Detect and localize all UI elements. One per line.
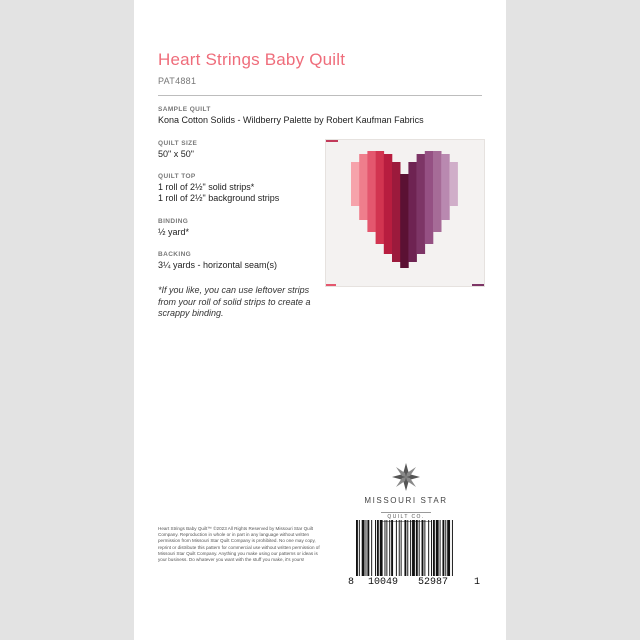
heart-strip xyxy=(367,151,376,232)
barcode-bar xyxy=(399,520,400,576)
heart-strip xyxy=(376,151,385,244)
heart-strip xyxy=(400,174,409,268)
barcode-bar xyxy=(371,520,372,576)
barcode-bar xyxy=(386,520,387,576)
barcode-digit-group: 10049 xyxy=(368,577,399,588)
section-value: 50" x 50" xyxy=(158,149,194,159)
section-label: QUILT TOP xyxy=(158,173,196,180)
section-label: SAMPLE QUILT xyxy=(158,106,211,113)
heart-strip xyxy=(408,162,417,262)
heart-strip xyxy=(433,151,442,232)
barcode-bar xyxy=(440,520,441,576)
barcode-bar xyxy=(424,520,425,576)
barcode-bar xyxy=(389,520,390,576)
section-label: QUILT SIZE xyxy=(158,140,198,147)
barcode-bar xyxy=(401,520,402,576)
barcode-bar xyxy=(452,520,453,576)
star-logo-icon xyxy=(391,462,421,492)
divider xyxy=(158,95,482,96)
barcode-bar xyxy=(422,520,424,576)
barcode-bar xyxy=(428,520,429,576)
barcode-digit-group: 52987 xyxy=(418,577,449,588)
heart-strip xyxy=(417,154,426,254)
barcode-bar xyxy=(367,520,369,576)
binding-note: *If you like, you can use leftover strips from your roll of solid strips to create a scrappy binding. xyxy=(158,285,311,318)
barcode-bar xyxy=(419,520,420,576)
barcode-bar xyxy=(396,520,397,576)
pattern-code: PAT4881 xyxy=(158,76,197,86)
barcode-bar xyxy=(410,520,411,576)
binding-accent xyxy=(326,140,338,142)
barcode-bar xyxy=(356,520,358,576)
pattern-title: Heart Strings Baby Quilt xyxy=(158,50,346,69)
section-label: BINDING xyxy=(158,218,189,225)
brand-subtitle: QUILT CO. xyxy=(381,512,430,522)
binding-accent xyxy=(326,284,336,286)
heart-strip xyxy=(351,162,360,206)
barcode-bar xyxy=(412,520,415,576)
barcode-bar xyxy=(447,520,450,576)
binding-accent xyxy=(472,284,484,286)
barcode-bar xyxy=(416,520,418,576)
barcode-bar xyxy=(431,520,432,576)
barcode-bar xyxy=(385,520,386,576)
copyright-text: Heart Strings Baby Quilt™ ©2023 All Rights Reserved by Missouri Star Quilt Company. Reproduction in whole or in part in any language without written permission from Missouri Star Quilt Company is prohibited. No one may copy, reprint or distribute this pattern for commercial use without written permission of Missouri Star Quilt Company. Anything you make using our patterns or ideas is your business. Do whatever you want with the stuff you make, it's yours! xyxy=(158,526,320,563)
section-value: 1 roll of 2½" solid strips* xyxy=(158,182,255,192)
barcode-bar xyxy=(377,520,379,576)
section-backing xyxy=(158,251,277,271)
barcode-bar xyxy=(404,520,406,576)
heart-strip xyxy=(359,154,368,220)
heart-strip xyxy=(392,162,401,262)
barcode xyxy=(348,520,482,576)
section-value: ½ yard* xyxy=(158,227,190,237)
barcode-bar xyxy=(380,520,383,576)
barcode-digit-group: 8 xyxy=(348,577,355,588)
heart-quilt-image xyxy=(325,139,485,287)
barcode-bar xyxy=(445,520,446,576)
brand-logo xyxy=(348,462,464,523)
heart-strip xyxy=(384,154,393,254)
pattern-back-cover xyxy=(134,0,506,640)
barcode-bar xyxy=(442,520,444,576)
barcode-bar xyxy=(407,520,408,576)
heart-strip xyxy=(425,151,434,244)
barcode-bar xyxy=(433,520,435,576)
section-value: 1 roll of 2½" background strips xyxy=(158,193,280,203)
barcode-bar xyxy=(436,520,439,576)
barcode-bar xyxy=(362,520,365,576)
barcode-bar xyxy=(366,520,367,576)
barcode-bar xyxy=(391,520,393,576)
heart-strip xyxy=(441,154,450,220)
heart-strip xyxy=(449,162,458,206)
section-quilt-size xyxy=(158,140,197,160)
section-value: Kona Cotton Solids - Wildberry Palette by Robert Kaufman Fabrics xyxy=(158,115,424,125)
section-binding xyxy=(158,218,189,238)
barcode-bar xyxy=(359,520,360,576)
barcode-digit-group: 1 xyxy=(474,577,481,588)
section-label: BACKING xyxy=(158,251,192,258)
section-sample-quilt xyxy=(158,106,424,126)
section-quilt-top xyxy=(158,173,279,204)
brand-name: MISSOURI STAR xyxy=(364,496,448,505)
barcode-bar xyxy=(375,520,376,576)
section-value: 3¼ yards - horizontal seam(s) xyxy=(158,260,278,270)
